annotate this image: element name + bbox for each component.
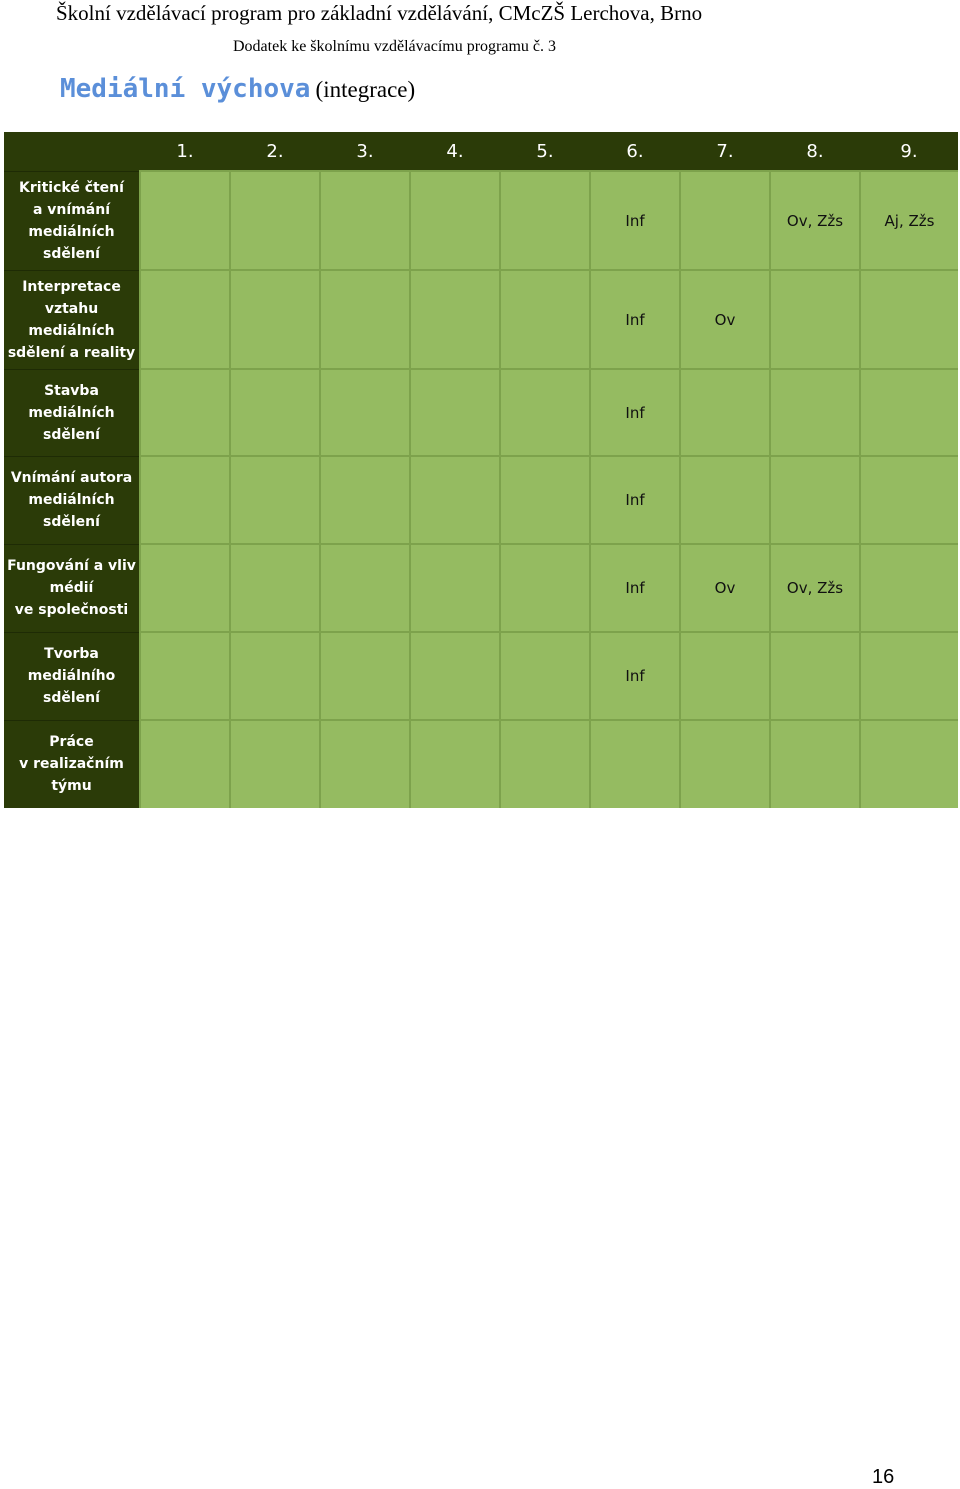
- row-label-line: mediálních: [28, 492, 115, 508]
- subject-cell: [140, 632, 230, 720]
- subject-cell: [410, 456, 500, 544]
- subject-cell: Ov: [680, 270, 770, 369]
- row-label-line: mediálního: [27, 668, 116, 684]
- section-title-sub: (integrace): [315, 77, 416, 102]
- subject-cell: [320, 369, 410, 456]
- subject-cell: [320, 720, 410, 808]
- subject-cell: [860, 270, 958, 369]
- subject-cell: [140, 720, 230, 808]
- subject-cell: [680, 720, 770, 808]
- subject-cell: Inf: [590, 632, 680, 720]
- row-label-line: médií: [49, 580, 94, 596]
- school-program-heading: Školní vzdělávací program pro základní vzdělávání, CMcZŠ Lerchova, Brno: [56, 1, 703, 25]
- subject-cell: [140, 456, 230, 544]
- row-label-line: týmu: [51, 778, 92, 795]
- subject-cell: [680, 171, 770, 270]
- subject-cell: [860, 632, 958, 720]
- subject-cell: [140, 270, 230, 369]
- subject-cell: [500, 720, 590, 808]
- subject-cell: [770, 456, 860, 544]
- subject-cell: [500, 456, 590, 544]
- subject-cell: [500, 171, 590, 270]
- row-label-line: sdělení: [43, 690, 100, 706]
- table-row: [4, 632, 958, 720]
- subject-cell: [860, 369, 958, 456]
- row-label: [4, 632, 140, 720]
- grade-header-row: [4, 132, 958, 171]
- row-label-line: a vnímání: [32, 201, 110, 218]
- row-label-line: sdělení: [43, 426, 100, 443]
- subject-cell: Inf: [590, 544, 680, 632]
- subject-cell: [860, 720, 958, 808]
- subject-cell: [500, 544, 590, 632]
- table-row: [4, 544, 958, 632]
- row-label-line: sdělení a reality: [7, 344, 136, 361]
- table-row: [4, 720, 958, 808]
- grade-header: 1.: [140, 132, 230, 171]
- subject-cell: Inf: [590, 369, 680, 456]
- subject-cell: [320, 544, 410, 632]
- subject-cell: [410, 270, 500, 369]
- subject-cell: [410, 632, 500, 720]
- subject-cell: [590, 720, 680, 808]
- subject-cell: [230, 456, 320, 544]
- row-label: [4, 270, 140, 369]
- subject-cell: Ov, Zžs: [770, 171, 860, 270]
- subject-cell: [230, 171, 320, 270]
- subject-cell: Aj, Zžs: [860, 171, 958, 270]
- subject-cell: [140, 544, 230, 632]
- table-row: [4, 369, 958, 456]
- subject-cell: [500, 270, 590, 369]
- grade-header: 3.: [320, 132, 410, 171]
- table-row: [4, 171, 958, 270]
- subject-cell: [230, 544, 320, 632]
- subject-cell: [410, 544, 500, 632]
- subject-cell: Ov, Zžs: [770, 544, 860, 632]
- subject-cell: [500, 369, 590, 456]
- subject-cell: [320, 270, 410, 369]
- page-number: 16: [872, 1466, 895, 1488]
- subject-cell: [230, 270, 320, 369]
- subject-cell: [770, 720, 860, 808]
- table-corner: [4, 132, 140, 171]
- subject-cell: [320, 456, 410, 544]
- row-label-line: Interpretace: [22, 278, 121, 295]
- subject-cell: [410, 720, 500, 808]
- grade-header: 2.: [230, 132, 320, 171]
- row-label-line: Vnímání autora: [10, 470, 133, 486]
- subject-cell: [410, 369, 500, 456]
- row-label-line: sdělení: [43, 514, 100, 530]
- table-row: [4, 456, 958, 544]
- addendum-heading: Dodatek ke školnímu vzdělávacímu programu č. 3: [233, 38, 557, 55]
- subject-cell: [770, 270, 860, 369]
- subject-cell: Ov: [680, 544, 770, 632]
- row-label-line: Fungování a vliv: [7, 558, 136, 574]
- grade-header: 8.: [770, 132, 860, 171]
- subject-cell: [230, 720, 320, 808]
- subject-cell: Inf: [590, 171, 680, 270]
- grade-header: 6.: [590, 132, 680, 171]
- row-label-line: Kritické čtení: [19, 179, 124, 196]
- row-label-line: v realizačním: [19, 756, 124, 773]
- subject-cell: [140, 369, 230, 456]
- row-label: [4, 720, 140, 808]
- subject-cell: [500, 632, 590, 720]
- grade-header: 4.: [410, 132, 500, 171]
- subject-cell: Inf: [590, 456, 680, 544]
- grade-header: 9.: [860, 132, 958, 171]
- subject-cell: [680, 369, 770, 456]
- subject-cell: [410, 171, 500, 270]
- row-label: [4, 171, 140, 270]
- grade-header: 5.: [500, 132, 590, 171]
- subject-cell: [680, 632, 770, 720]
- row-label-line: Tvorba: [44, 646, 99, 662]
- subject-cell: [770, 369, 860, 456]
- row-label: [4, 456, 140, 544]
- row-label-line: Práce: [49, 734, 94, 751]
- section-title: [60, 72, 415, 109]
- subject-cell: [320, 632, 410, 720]
- subject-cell: [140, 171, 230, 270]
- row-label-line: sdělení: [43, 245, 100, 262]
- subject-cell: Inf: [590, 270, 680, 369]
- subject-cell: [860, 456, 958, 544]
- subject-cell: [770, 632, 860, 720]
- table-row: [4, 270, 958, 369]
- subject-cell: [230, 632, 320, 720]
- grade-header: 7.: [680, 132, 770, 171]
- integration-matrix: [4, 132, 958, 808]
- row-label: [4, 369, 140, 456]
- row-label-line: vztahu: [44, 300, 99, 317]
- row-label-line: ve společnosti: [14, 602, 129, 618]
- row-label-line: mediálních: [28, 404, 115, 421]
- subject-cell: [680, 456, 770, 544]
- section-title-main: Mediální výchova: [60, 74, 311, 104]
- row-label-line: mediálních: [28, 223, 115, 240]
- subject-cell: [230, 369, 320, 456]
- subject-cell: [320, 171, 410, 270]
- row-label: [4, 544, 140, 632]
- row-label-line: Stavba: [44, 382, 99, 399]
- subject-cell: [860, 544, 958, 632]
- row-label-line: mediálních: [28, 322, 115, 339]
